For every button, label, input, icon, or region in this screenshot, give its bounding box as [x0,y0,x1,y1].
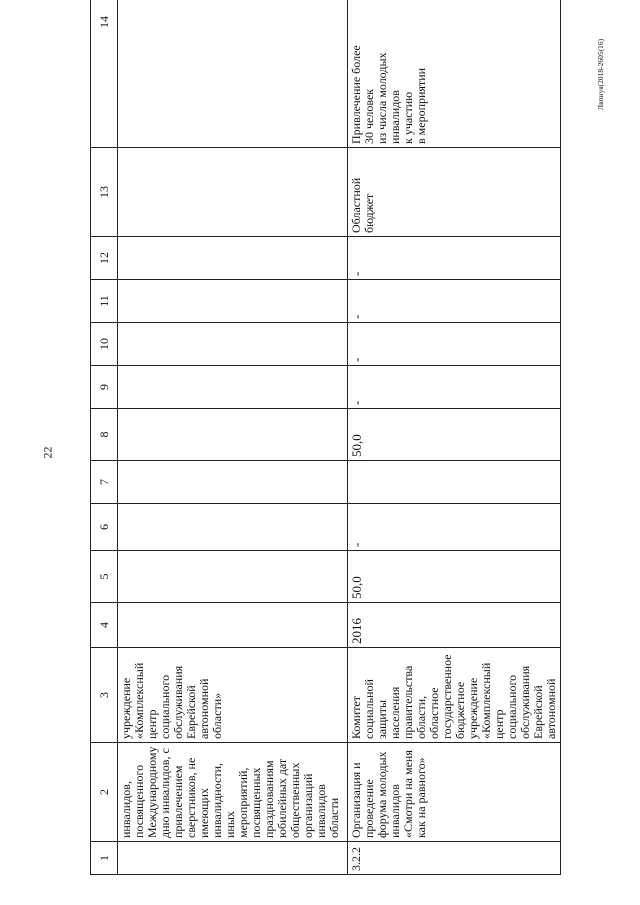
cell-text: Комитет социальной защиты населения правительства области, областное государственное бюджетное учреждение «Комплексный центр социального обслуживания Еврейской автономной [349,654,558,739]
row-1-col-3 [118,648,348,743]
row-1-col-12 [118,237,348,280]
cell-text: - [349,314,364,319]
row-2-col-12 [348,237,561,280]
header-col-4: 4 [91,603,118,648]
page-number: 22 [40,446,55,459]
table-row [348,0,561,875]
header-col-2: 2 [91,743,118,842]
cell-text: 3.2.2 [349,847,363,871]
row-2-col-7 [348,461,561,504]
header-col-1: 1 [91,842,118,875]
row-1-col-10 [118,323,348,366]
header-col-3: 3 [91,648,118,743]
cell-text: Организация и проведение форума молодых инвалидов «Смотри на меня как на равного» [349,750,428,838]
cell-text: Областной бюджет [349,177,376,233]
cell-text: 50,0 [349,434,364,457]
row-1-col-7 [118,461,348,504]
cell-text: учреждение «Комплексный центр социального обслуживания Еврейской автономной области» [119,662,224,739]
row-2-col-11 [348,280,561,323]
row-1-col-5 [118,551,348,603]
header-col-5: 5 [91,551,118,603]
document-code: Лвпнуя(2018-2605(16) [596,38,605,110]
row-2-col-2 [348,743,561,842]
cell-text: - [349,400,364,405]
row-1-col-8 [118,409,348,461]
program-table [90,0,561,875]
row-2-col-10 [348,323,561,366]
row-1-col-11 [118,280,348,323]
cell-text: Привлечение более 30 человек из числа молодых инвалидов к участию в мероприятии [349,45,428,144]
header-col-8: 8 [91,409,118,461]
row-1-col-14 [118,0,348,148]
row-2-col-14 [348,0,561,148]
header-col-6: 6 [91,504,118,551]
header-col-11: 11 [91,280,118,323]
header-col-14: 14 [91,0,118,148]
row-2-col-5 [348,551,561,603]
row-1-col-1 [118,842,348,875]
cell-text: - [349,357,364,362]
header-col-7: 7 [91,461,118,504]
row-2-col-6 [348,504,561,551]
header-col-10: 10 [91,323,118,366]
cell-text: - [349,271,364,276]
cell-text: 50,0 [349,576,364,599]
row-2-col-3 [348,648,561,743]
table-row [118,0,348,875]
row-1-col-2 [118,743,348,842]
rotated-table-container [90,15,590,875]
header-col-13: 13 [91,148,118,237]
row-2-col-4 [348,603,561,648]
cell-text: инвалидов, посвященного Международному дню инвалидов, с привлечением сверстников, не имеющих инвалидности, иных мероприятий, посвященных празднованиям юбилейных дат общественных организаций инвалидов области [119,746,341,838]
row-2-col-9 [348,366,561,409]
row-2-col-1 [348,842,561,875]
row-2-col-8 [348,409,561,461]
row-1-col-6 [118,504,348,551]
row-1-col-4 [118,603,348,648]
row-1-col-13 [118,148,348,237]
table-header-row [91,0,118,875]
header-col-9: 9 [91,366,118,409]
row-1-col-9 [118,366,348,409]
cell-text: - [349,542,364,547]
row-2-col-13 [348,148,561,237]
cell-text: 2016 [349,618,364,644]
header-col-12: 12 [91,237,118,280]
